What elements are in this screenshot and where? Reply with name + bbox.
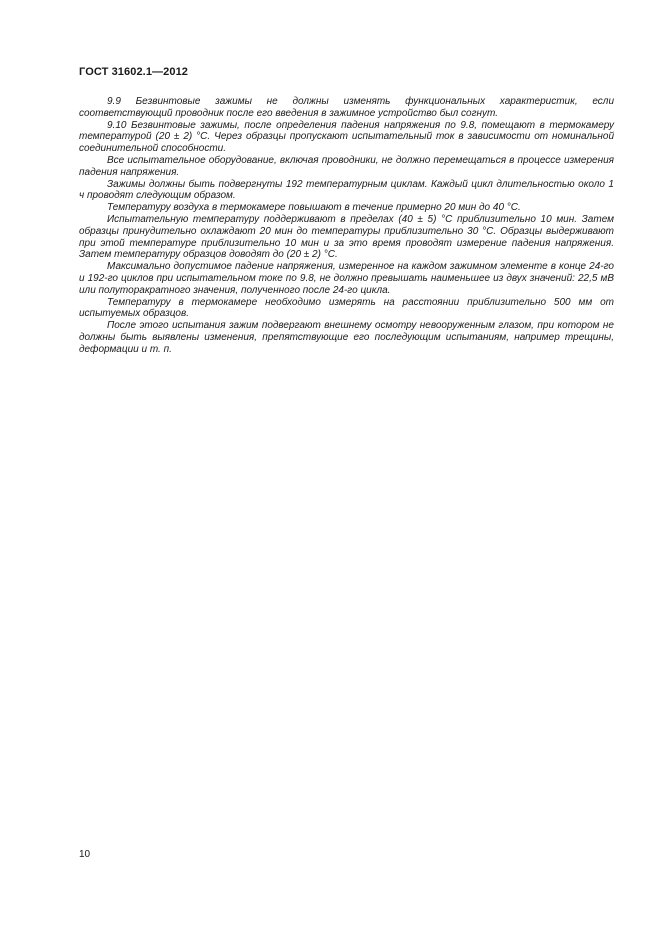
- paragraph-heating: Температуру воздуха в термокамере повышают в течение примерно 20 мин до 40 °С.: [107, 202, 521, 214]
- paragraph-9-9: 9.9 Безвинтовые зажимы не должны изменять функциональных характеристик, если соответствующий проводник после его введения в зажимное устройство был согнут.: [79, 96, 614, 119]
- paragraph-inspection: После этого испытания зажим подвергают внешнему осмотру невооруженным глазом, при котором не должны быть выявлены изменения, препятствующие его последующим испытаниям, например трещины, деформации и т. п.: [79, 320, 614, 355]
- page-number: 10: [79, 849, 91, 860]
- standard-header: ГОСТ 31602.1—2012: [79, 66, 189, 78]
- paragraph-9-10: 9.10 Безвинтовые зажимы, после определения падения напряжения по 9.8, помещают в термокамеру температурой (20 ± 2) °С. Через образцы пропускают испытательный ток в зависимости от номинальной соединительной способности.: [79, 119, 614, 155]
- paragraph-voltage-drop: Максимально допустимое падение напряжения, измеренное на каждом зажимном элементе в конце 24-го и 192-го циклов при испытательном токе по 9.8, не должно превышать наименьшее из двух значений: 22,5 мВ или полуторакратного значения, полученного после 24-го цикла.: [79, 261, 614, 296]
- paragraph-test-temperature: Испытательную температуру поддерживают в пределах (40 ± 5) °С приблизительно 10 мин. Затем образцы принудительно охлаждают 20 мин до температуры приблизительно 30 °С. Образцы выдерживают при этой температуре приблизительно 10 мин и за это время проводят измерение падения напряжения. Затем температуру образцов доводят до (20 ± 2) °С.: [79, 213, 614, 261]
- document-body: [79, 96, 614, 356]
- paragraph-cycles: Зажимы должны быть подвергнуты 192 температурным циклам. Каждый цикл длительностью около 1 ч проводят следующим образом.: [79, 178, 614, 202]
- paragraph-equipment: Все испытательное оборудование, включая проводники, не должно перемещаться в процессе измерения падения напряжения.: [79, 154, 614, 178]
- paragraph-measurement-distance: Температуру в термокамере необходимо измерять на расстоянии приблизительно 500 мм от испытуемых образцов.: [79, 296, 614, 320]
